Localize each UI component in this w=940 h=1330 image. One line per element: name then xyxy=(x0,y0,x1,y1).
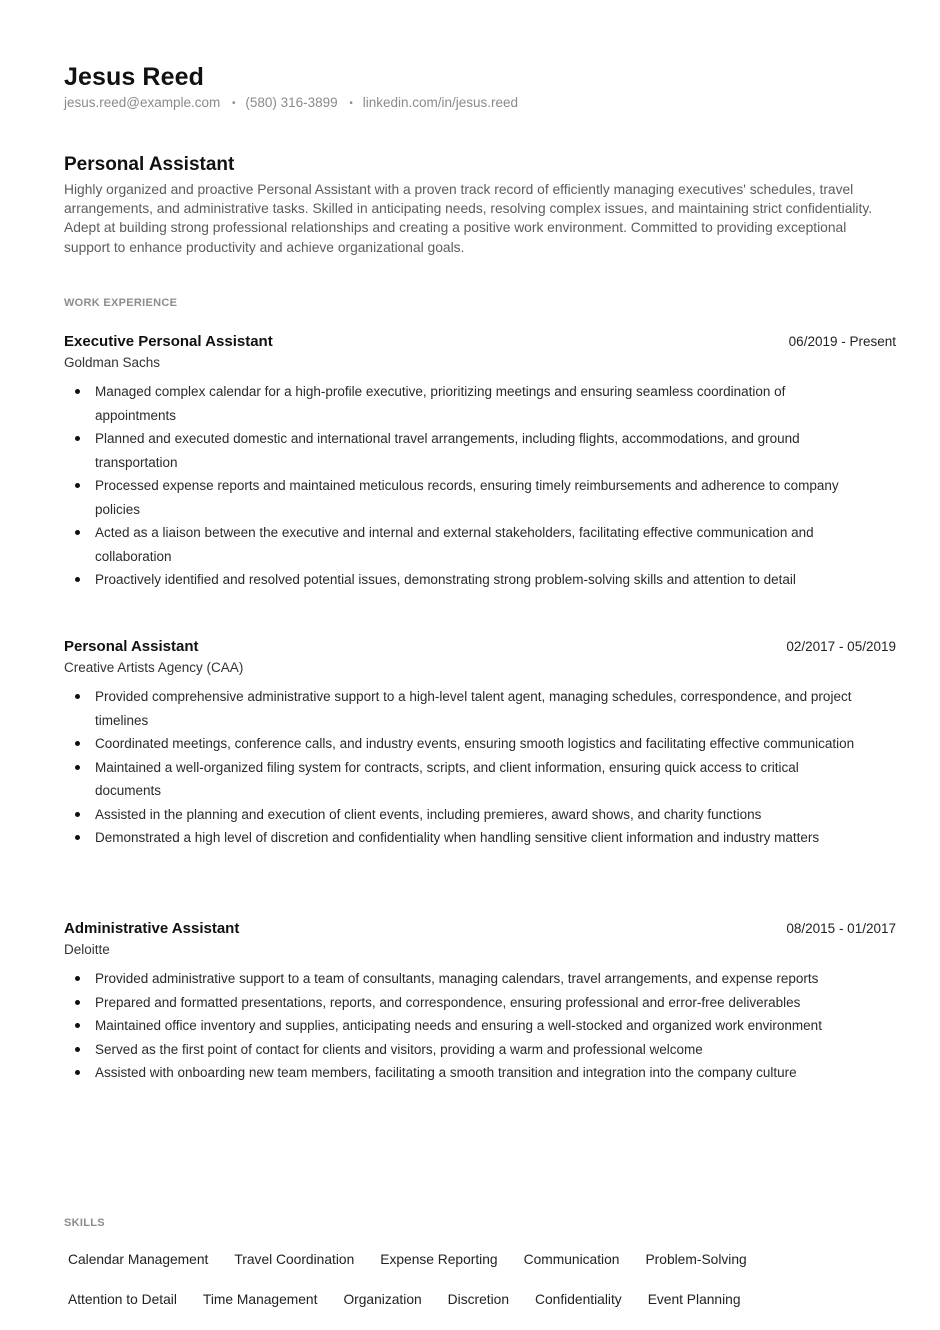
job-bullets xyxy=(64,380,896,592)
bullet-text: Served as the first point of contact for clients and visitors, providing a warm and professional welcome xyxy=(95,1041,703,1057)
job-company: Deloitte xyxy=(64,942,110,957)
bullet-text: Provided administrative support to a team of consultants, managing calendars, travel arrangements, and expense reports xyxy=(95,971,819,986)
skill-tag: Problem-Solving xyxy=(645,1251,747,1267)
job-bullets xyxy=(64,685,896,850)
bullet-icon xyxy=(75,483,80,488)
bullet-icon xyxy=(75,530,80,535)
skill-tag: Confidentiality xyxy=(535,1291,622,1307)
job-bullets xyxy=(64,967,896,1085)
bullet-item xyxy=(64,1014,855,1038)
bullet-text: Maintained a well-organized filing system for contracts, scripts, and client information, ensuring quick access to critical documents xyxy=(95,759,799,798)
skill-tag: Organization xyxy=(343,1291,422,1307)
bullet-text: Assisted in the planning and execution of client events, including premieres, award shows, and charity functions xyxy=(95,806,762,822)
bullet-icon xyxy=(75,694,80,699)
bullet-icon xyxy=(75,765,80,770)
bullet-icon xyxy=(75,577,80,582)
job-title: Executive Personal Assistant xyxy=(64,333,273,350)
contact-line xyxy=(64,95,518,110)
job-company: Goldman Sachs xyxy=(64,355,161,370)
skills-list xyxy=(64,1239,904,1319)
bullet-icon xyxy=(75,389,80,394)
section-label-work-experience: WORK EXPERIENCE xyxy=(64,297,178,309)
skill-tag: Discretion xyxy=(447,1291,510,1307)
bullet-item xyxy=(64,474,855,521)
bullet-text: Processed expense reports and maintained meticulous records, ensuring timely reimbursements and adherence to company policies xyxy=(95,478,839,517)
bullet-text: Acted as a liaison between the executive and internal and external stakeholders, facilitating effective communication and collaboration xyxy=(95,525,814,564)
bullet-item xyxy=(64,1038,855,1062)
job-entry xyxy=(64,638,896,850)
phone-number: (580) 316-3899 xyxy=(245,95,338,110)
skills-row xyxy=(64,1279,904,1319)
linkedin-link[interactable]: linkedin.com/in/jesus.reed xyxy=(362,95,519,110)
bullet-text: Proactively identified and resolved potential issues, demonstrating strong problem-solving skills and attention to detail xyxy=(95,572,796,587)
bullet-icon xyxy=(75,835,80,840)
skill-tag: Communication xyxy=(523,1251,620,1267)
job-dates: 02/2017 - 05/2019 xyxy=(786,639,896,654)
bullet-item xyxy=(64,568,855,592)
bullet-text: Maintained office inventory and supplies, anticipating needs and ensuring a well-stocked and organized work environment xyxy=(95,1018,822,1033)
email-link[interactable]: jesus.reed@example.com xyxy=(64,95,221,110)
bullet-text: Planned and executed domestic and international travel arrangements, including flights, accommodations, and ground transportation xyxy=(95,431,800,470)
bullet-item xyxy=(64,803,855,827)
skills-row xyxy=(64,1239,904,1279)
separator-dot: • xyxy=(232,98,236,109)
bullet-item xyxy=(64,380,855,427)
job-title: Administrative Assistant xyxy=(64,920,240,937)
separator-dot: • xyxy=(349,98,353,109)
bullet-text: Demonstrated a high level of discretion and confidentiality when handling sensitive client information and industry matters xyxy=(95,830,820,845)
job-entry xyxy=(64,333,896,592)
bullet-text: Coordinated meetings, conference calls, and industry events, ensuring smooth logistics and facilitating effective communication xyxy=(95,736,855,751)
bullet-text: Provided comprehensive administrative support to a high-level talent agent, managing schedules, correspondence, and project timelines xyxy=(95,689,852,728)
skill-tag: Time Management xyxy=(202,1291,318,1307)
profile-title: Personal Assistant xyxy=(64,154,235,175)
bullet-item xyxy=(64,427,855,474)
bullet-icon xyxy=(75,976,80,981)
skill-tag: Expense Reporting xyxy=(380,1251,498,1267)
bullet-item xyxy=(64,826,855,850)
bullet-text: Prepared and formatted presentations, reports, and correspondence, ensuring professional and error-free deliverables xyxy=(95,994,801,1010)
bullet-icon xyxy=(75,741,80,746)
job-title: Personal Assistant xyxy=(64,638,199,655)
bullet-icon xyxy=(75,1000,80,1005)
bullet-item xyxy=(64,521,855,568)
bullet-item xyxy=(64,1061,855,1085)
bullet-item xyxy=(64,732,855,756)
bullet-icon xyxy=(75,1023,80,1028)
section-label-skills: SKILLS xyxy=(64,1217,105,1229)
skill-tag: Calendar Management xyxy=(68,1251,209,1267)
bullet-icon xyxy=(75,436,80,441)
job-entry xyxy=(64,920,896,1085)
skill-tag: Attention to Detail xyxy=(68,1291,177,1307)
bullet-icon xyxy=(75,1047,80,1052)
bullet-text: Assisted with onboarding new team members, facilitating a smooth transition and integration into the company culture xyxy=(95,1065,797,1080)
bullet-item xyxy=(64,685,855,732)
bullet-item xyxy=(64,991,855,1015)
job-dates: 08/2015 - 01/2017 xyxy=(786,921,896,936)
profile-summary: Highly organized and proactive Personal Assistant with a proven track record of efficiently managing executives' schedules, travel arrangements, and administrative tasks. Skilled in anticipating needs, resolving complex issues, and maintaining strict confidentiality. Adept at building strong professional relationships and creating a positive work environment. Committed to providing exceptional support to enhance productivity and achieve organizational goals. xyxy=(64,182,873,255)
job-company: Creative Artists Agency (CAA) xyxy=(64,660,244,675)
skill-tag: Event Planning xyxy=(647,1291,741,1307)
bullet-icon xyxy=(75,812,80,817)
skill-tag: Travel Coordination xyxy=(234,1251,355,1267)
job-dates: 06/2019 - Present xyxy=(788,334,896,349)
bullet-item xyxy=(64,967,855,991)
bullet-icon xyxy=(75,1070,80,1075)
bullet-text: Managed complex calendar for a high-profile executive, prioritizing meetings and ensuring seamless coordination of appointments xyxy=(95,384,786,423)
candidate-name: Jesus Reed xyxy=(64,63,204,91)
bullet-item xyxy=(64,756,855,803)
